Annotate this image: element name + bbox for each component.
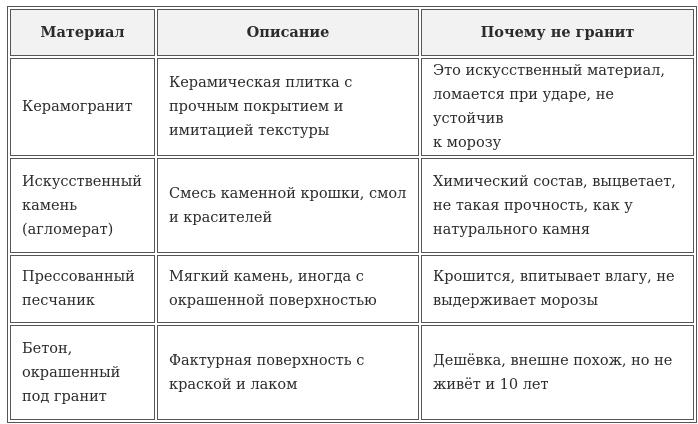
cell-line: Бетон, [22, 340, 73, 357]
cell-line: имитацией текстуры [169, 123, 330, 139]
comparison-table-wrapper [7, 6, 697, 423]
cell-description [157, 325, 419, 420]
cell-reason [421, 255, 694, 323]
cell-line: окрашенный [22, 364, 121, 381]
cell-description [157, 58, 419, 156]
cell-line: окрашенной поверхностью [169, 293, 377, 309]
table-header-row [10, 9, 694, 56]
cell-material [10, 325, 155, 420]
comparison-table [7, 6, 697, 423]
cell-reason [421, 325, 694, 420]
cell-line: не такая прочность, как у [433, 197, 633, 214]
cell-line: выдерживает морозы [433, 293, 598, 309]
cell-line: краской и лаком [169, 376, 298, 393]
cell-line: натурального камня [433, 221, 591, 238]
cell-reason [421, 158, 694, 253]
cell-material [10, 58, 155, 156]
cell-line: прочным покрытием и [169, 99, 344, 115]
cell-line: Керамическая плитка с [169, 75, 353, 91]
cell-description [157, 158, 419, 253]
cell-line: ломается при ударе, не устойчив [433, 87, 614, 127]
cell-line: Крошится, впитывает влагу, не [433, 269, 675, 285]
cell-line: Искусственный [22, 173, 142, 190]
cell-line: Прессованный [22, 269, 135, 285]
cell-line: и красителей [169, 209, 273, 226]
cell-line: камень [22, 197, 78, 214]
cell-line: Мягкий камень, иногда с [169, 269, 364, 285]
cell-line: Фактурная поверхность с [169, 352, 365, 369]
cell-material [10, 255, 155, 323]
cell-description [157, 255, 419, 323]
header-material: Материал [10, 9, 155, 56]
cell-line: Это искусственный материал, [433, 63, 665, 79]
table-row [10, 58, 694, 156]
table-row [10, 325, 694, 420]
cell-material [10, 158, 155, 253]
cell-reason [421, 58, 694, 156]
cell-line: к морозу [433, 135, 502, 151]
cell-line: Керамогранит [22, 99, 133, 115]
cell-line: Смесь каменной крошки, смол [169, 185, 407, 202]
cell-line: Дешёвка, внешне похож, но не [433, 352, 673, 369]
cell-line: живёт и 10 лет [433, 376, 549, 393]
table-row [10, 158, 694, 253]
table-row [10, 255, 694, 323]
header-description: Описание [157, 9, 419, 56]
cell-line: Химический состав, выцветает, [433, 173, 676, 190]
cell-line: под гранит [22, 388, 107, 405]
header-reason: Почему не гранит [421, 9, 694, 56]
cell-line: (агломерат) [22, 221, 114, 238]
cell-line: песчаник [22, 293, 95, 309]
